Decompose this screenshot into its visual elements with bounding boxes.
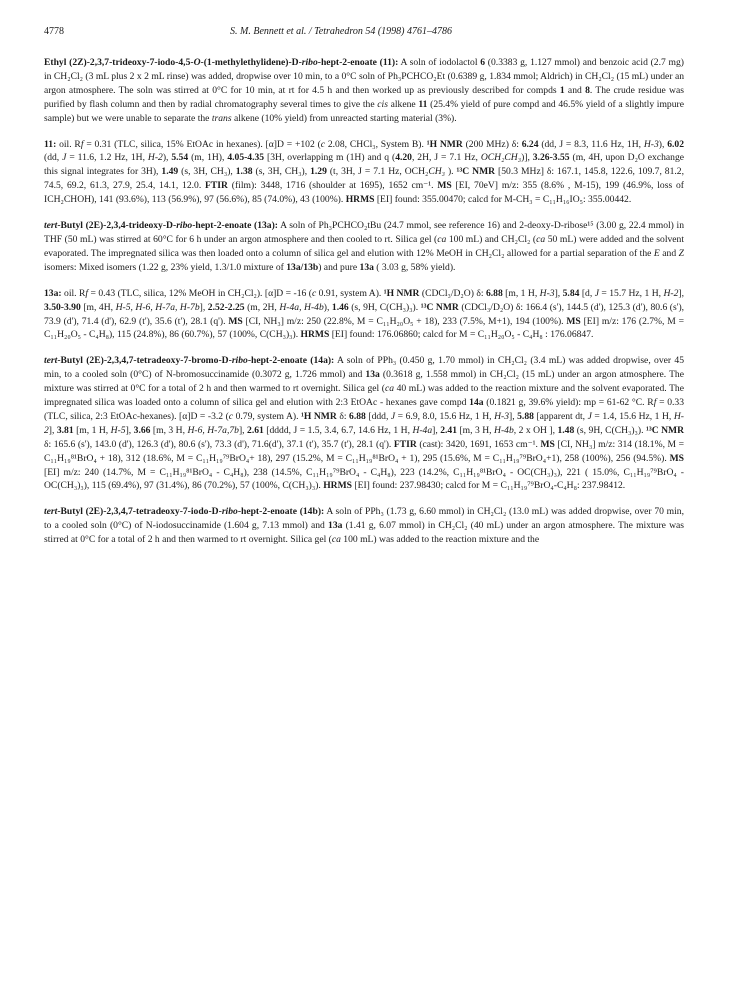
text-run: (dd, J = 8.3, 11.6 Hz, 1H, [538,138,644,150]
text-run: ¹H NMR [383,287,420,299]
text-run: ca [331,534,341,546]
text-run: 13a [365,369,380,381]
text-run: ¹H NMR [301,410,337,422]
text-run: 6.88 [485,287,503,299]
text-run: 1.48 [557,424,575,436]
text-run: 3.81 [56,424,74,436]
text-run: ribo [221,506,238,518]
text-run: tert [44,506,58,518]
text-run: 0.91, system A). [316,287,384,299]
paragraph-compound-14a [44,354,684,493]
text-run: [m, 3 H, [150,424,188,436]
text-run: ca [384,383,395,395]
text-run: MS [228,315,243,327]
page-header [44,26,684,42]
text-run: E [653,247,660,259]
text-run: 1.38 [235,166,253,178]
text-run: - [228,355,232,367]
text-run: (s, 9H, C(CH₃)₃). [574,424,646,436]
paragraph-compound-11-procedure [44,56,684,126]
text-run: H-3 [643,138,659,150]
text-run: (m, 2H, [244,301,280,313]
text-run: MS [540,438,555,450]
text-run: ], [48,424,57,436]
text-run: alkene [387,98,419,110]
text-run: ], [199,301,208,313]
text-run: D [166,220,173,232]
text-run: ca [536,233,546,245]
text-run: FTIR [205,180,228,192]
text-run: ], [432,424,441,436]
text-run: A soln of Ph₃PCHCO₂tBu (24.7 mmol, see reference 16) and 2-deoxy-D-ribose¹⁵ (3.00 g, 22.4 mmol) in THF (50 mL) was stirred at 60°C for 6 h under an argon atmosphere and then cooled to rt. Silica gel ( [44,220,684,245]
text-run: MS [669,452,684,464]
text-run: [ddd, [365,410,391,422]
text-run: 2.41 [440,424,458,436]
text-run: ribo [231,355,248,367]
text-run: 1 [559,84,565,96]
text-run: D [211,506,219,518]
text-run: CH₃ [428,166,446,178]
text-run: 4.20 [395,152,412,164]
text-run: = 0.33 (TLC, silica, 2:3 EtOAc-hexanes). [α]D = -3.2 ( [44,397,685,422]
text-run: (film): 3448, 1716 (shoulder at 1695), 1652 cm⁻¹. [227,180,438,192]
text-run: 100 mL) and CH₂Cl₂ ( [446,233,537,245]
text-run: - [298,57,302,68]
text-run: 1.29 [310,166,327,178]
text-run: (m, 4H, upon D₂O exchange this signal integrates for 3H), [44,152,685,178]
text-run: H-5 [110,424,126,436]
text-run: ], [125,424,134,436]
text-run: (s, 9H, C(CH₃)₃). [348,301,421,313]
text-run: 50 mL) were added and the solvent evaporated. The impregnated silica was then loaded onto a column of silica gel and elution with 12% MeOH in CH₂Cl₂ allowed for a partial separation of the [44,233,685,259]
text-run: 11: [44,138,57,150]
text-run: ], [678,287,684,299]
text-run: ¹³C NMR [645,424,685,436]
text-run: 5.84 [562,287,580,299]
text-run: [EI] found: 176.06860; calcd for M = C₁₁H₂₀O₅ - C₄H₈ : 176.06847. [329,329,594,341]
text-run: ribo [301,57,318,68]
text-run: (0.3383 g, 1.127 mmol) and benzoic acid (2.7 mg) in CH₂Cl₂ (3 mL plus 2 x 2 mL rinse) was added, dropwise over 10 min, to a 0°C soln of Ph₃PCHCO₂Et (0.6389 g, 1.834 mmol; Aldrich) in CH₂Cl₂ (15 mL) under an argon atmosphere. The soln was stirred at 0°C for 10 min, at rt for 4.5 h and then worked up as previously described for compds [44,57,684,96]
text-run: 0.79, system A). [233,410,302,422]
text-run: 6.24 [521,138,539,150]
text-run: f [85,287,89,299]
text-run: HRMS [323,480,352,492]
text-run: δ: 165.6 (s'), 143.0 (d'), 126.3 (d'), 80.6 (s'), 73.3 (d'), 71.6(d'), 37.1 (t'), 35.7 (t'), 28.1 (q'). [44,438,394,450]
text-run: 3.50-3.90 [44,301,81,313]
text-run: = 15.7 Hz, 1 H, [598,287,664,299]
text-run: H-2 [663,287,679,299]
text-run: f [80,138,84,150]
text-run: J [594,287,599,299]
text-run: 13a: [44,287,62,299]
text-run: ), [658,138,668,150]
text-run: 6.02 [667,138,685,150]
text-run: [m, 1 H, [73,424,111,436]
text-run: [dddd, J = 1.5, 3.4, 6.7, 14.6 Hz, 1 H, [263,424,413,436]
text-run: -Butyl (2E)-2,3,4-trideoxy- [57,220,167,232]
text-run: [d, [579,287,595,299]
text-run: MS [566,315,581,327]
text-run: (25.4% yield of pure compd and 46.5% yield of a slightly impure sample) but we were unable to separate the [44,98,684,124]
text-run: isomers: Mixed isomers (1.22 g, 23% yield, 1.3/1.0 mixture of [44,261,287,273]
text-run: ), [162,152,172,164]
text-run: J [62,152,67,164]
text-run: , 2 x OH ], [513,424,558,436]
text-run: (CDCl₃/D₂O) δ: 166.4 (s'), 144.5 (d'), 125.3 (d'), 80.6 (s'), 73.9 (d'), 71.4 (d'), 62.9 (t'), 35.6 (t'), 28.1 (q'). [44,301,685,327]
text-run: = +102 ( [283,138,321,150]
text-run: 5.88 [517,410,534,422]
text-run: oil. R [56,138,81,150]
text-run: -Butyl (2E)-2,3,4,7-tetradeoxy-7-iodo- [57,506,212,518]
text-run: 13a [359,261,374,273]
text-run: ) and pure [318,261,360,273]
text-run: (s, 3H, CH₃), [252,166,311,178]
text-run: [CI, NH₃] m/z: 314 (18.1%, M = C₁₁H₁₉⁸¹BrO₄ + 18), 312 (18.6%, M = C₁₁H₁₉⁷⁹BrO₄+ 18), 297 (15.2%, M = C₁₁H₁₉⁸¹BrO₄ + 1), 295 (15.6%, M = C₁₁H₁₉⁷⁹BrO₄+1), 258 (100%), 256 (94.5%). [44,438,684,464]
text-run: [m, 3 H, [457,424,495,436]
text-run: H-4a [412,424,433,436]
text-run: [EI] found: 355.00470; calcd for M-CH₃ = C₁₁H₁₆IO₅: 355.00442. [374,194,632,206]
text-run: [m, 4H, [80,301,116,313]
text-run: (m, 1H), [188,152,228,164]
page-number: 4778 [44,26,64,37]
text-run: = 1.4, 15.6 Hz, 1 H, [591,410,674,422]
text-run: 13a [328,520,343,532]
text-run: ), [323,301,332,313]
text-run: alkene (10% yield) from unreacted starting material (3%). [231,112,457,124]
text-run: H-6, H-7a,7b [187,424,239,436]
text-run: - [218,506,222,518]
text-run: J [390,410,396,422]
text-run: 6.88 [349,410,366,422]
text-run: [50.3 MHz] δ: 167.1, 145.8, 122.6, 109.7, 81.2, 74.5, 69.2, 61.3, 27.9, 25.4, 14.1, 12.0. [44,166,684,192]
text-run: [apparent dt, [533,410,588,422]
text-run: H-2 [44,410,684,436]
text-run: = 6.9, 8.0, 15.6 Hz, 1 H, [395,410,495,422]
text-run: (dd, [44,152,63,164]
text-run: c [320,138,326,150]
text-run: (0.3618 g, 1.558 mmol) in CH₂Cl₂ (15 mL) under an argon atmosphere. The mixture was stirred at 0°C for a total of 2 h and then warmed to rt overnight. Silica gel ( [44,369,684,395]
text-run: ). [445,166,457,178]
text-run: FTIR [393,438,417,450]
text-run: ( 3.03 g, 58% yield). [373,261,456,273]
text-run: (t, 3H, J = 7.1 Hz, OCH₂ [326,166,429,178]
text-run: trans [211,112,232,124]
text-run: tert [44,220,58,232]
text-run: H-4a, H-4b [279,301,324,313]
text-run: Z [678,247,685,259]
text-run: = 11.6, 1.2 Hz, 1H, [66,152,148,164]
text-run: H-3 [539,287,555,299]
text-run: J [587,410,592,422]
text-run: ¹³C NMR [420,301,459,313]
text-run: f [653,397,657,409]
text-run: and [564,84,586,96]
text-run: -Butyl (2E)-2,3,4,7-tetradeoxy-7-bromo- [57,355,222,367]
text-run: 8 [585,84,590,96]
text-run: 11 [418,98,428,110]
text-run: -hept-2-enoate (14a): [247,355,335,367]
text-run: 3.66 [133,424,151,436]
text-run: 3.26-3.55 [532,152,570,164]
text-run: 4.05-4.35 [227,152,265,164]
text-run: H-2 [147,152,163,164]
paragraph-compound-13a-data [44,287,684,343]
text-run: [m, 1 H, [502,287,540,299]
text-run: [EI] m/z: 240 (14.7%, M = C₁₁H₁₉⁸¹BrO₄ - C₄H₈), 238 (14.5%, C₁₁H₁₉⁷⁹BrO₄ - C₄H₈), 223 (14.2%, C₁₁H₁₉⁸¹BrO₄ - OC(CH₃)₃), 221 ( 15.0%, C₁₁H₁₉⁷⁹BrO₄ - OC(CH₃)₃), 115 (69.4%), 97 (31.4%), 86 (70.2%), 57 (100%, C(CH₃)₃). [44,466,684,492]
text-run: )], [521,152,533,164]
text-run: and [659,247,679,259]
page [44,26,684,559]
text-run: H-3 [494,410,509,422]
text-run: c [228,410,234,422]
text-run: Ethyl (2Z)-2,3,7-trideoxy-7-iodo-4,5- [44,57,194,68]
text-run: HRMS [345,194,375,206]
text-run: = 0.31 (TLC, silica, 15% EtOAc in hexanes). [α] [83,138,277,150]
text-run: 2.61 [247,424,264,436]
text-run: . The crude residue was purified by flash column and then by radial chromatography several times to give the [44,84,684,110]
text-run: (1.41 g, 6.07 mmol) in CH₂Cl₂ (40 mL) under an argon atmosphere. The mixture was stirred at 0°C for a total of 2 h and then warmed to rt overnight. Silica gel ( [44,520,684,546]
text-run: A soln of iodolactol [398,57,481,68]
text-run: [3H, overlapping m (1H) and q ( [264,152,396,164]
text-run: 100 mL) was added to the reaction mixture and the [340,534,540,546]
text-run: (cast): 3420, 1691, 1653 cm⁻¹. [416,438,541,450]
text-run: -hept-2-enoate (13a): [192,220,278,232]
text-run: 40 mL) was added to the reaction mixture and the solvent evaporated. The impregnated silica was loaded onto a column of silica gel and elution with 2:3 EtOAc - hexanes gave compd [44,383,684,409]
text-run: D [276,138,284,150]
text-run: ca [437,233,447,245]
text-run: ], [238,424,248,436]
text-run: MS [437,180,452,192]
text-run: ], [509,410,518,422]
text-run: tert [44,355,58,367]
text-run: 5.54 [171,152,189,164]
text-run: ], [554,287,563,299]
text-run: , 2H, J = 7.1 Hz, [411,152,481,164]
text-run: (0.1821 g, 39.6% yield): mp = 61-62 °C. R [483,397,654,409]
text-run: 14a [469,397,484,409]
text-run: oil. R [61,287,86,299]
text-run: 1.49 [161,166,179,178]
text-run: D [221,355,229,367]
running-head: S. M. Bennett et al. / Tetrahedron 54 (1998) 4761–4786 [230,26,453,37]
text-run: 2.52-2.25 [207,301,245,313]
text-run: A soln of PPh₃ (0.450 g, 1.70 mmol) in CH₂Cl₂ (3.4 mL) was added dropwise, over 45 min, to a cooled soln (0°C) of N-bromosuccinamide (0.3072 g, 1.726 mmol) and [44,355,684,381]
text-run: -hept-2-enoate (11): [317,57,399,68]
text-run: [EI] found: 237.98430; calcd for M = C₁₁H₁₉⁷⁹BrO₄-C₄H₈: 237.98412. [352,480,626,492]
text-run: 2.08, CHCl₃, System B). [325,138,427,150]
text-run: (s, 3H, CH₃), [178,166,236,178]
text-run: - [172,220,177,232]
text-run: ¹H NMR [426,138,463,150]
text-run: OCH₂CH₃ [480,152,522,164]
text-run: H-4b [494,424,514,436]
text-run: (200 MHz) δ: [462,138,522,150]
text-run: H-5, H-6, H-7a, H-7b [115,301,200,313]
paragraph-compound-14b [44,505,684,547]
paragraph-compound-13a-procedure [44,219,684,275]
text-run: 1.46 [331,301,349,313]
text-run: HRMS [300,329,330,341]
text-run: -hept-2-enoate (14b): [237,506,325,518]
text-run: 13a/13b [286,261,319,273]
text-run: O [193,57,201,68]
text-run: ribo [176,220,193,232]
text-run: ¹³C NMR [456,166,496,178]
text-run: [CI, NH₃] m/z: 250 (22.8%, M = C₁₁H₂₀O₅ + 18), 233 (7.5%, M+1), 194 (100%). [242,315,567,327]
text-run: [EI, 70eV] m/z: 355 (8.6% , M-15), 199 (46.9%, loss of ICH₂CHOH), 141 (93.6%), 113 (56.9%), 97 (56.6%), 85 (74.0%), 43 (100%). [44,180,684,206]
text-run: δ: [336,410,350,422]
text-run: -(1-methylethylidene)- [200,57,292,68]
text-run: = 0.43 (TLC, silica, 12% MeOH in CH₂Cl₂). [α]D = -16 ( [88,287,312,299]
paragraph-compound-11-data [44,138,684,208]
text-run: 6 [480,57,486,68]
text-run: A soln of PPh₃ (1.73 g, 6.60 mmol) in CH₂Cl₂ (13.0 mL) was added dropwise, over 70 min, to a cooled soln (0°C) of N-iodosuccinamide (1.604 g, 7.13 mmol) and [44,506,685,532]
text-run: D [291,57,299,68]
text-run: (CDCl₃/D₂O) δ: [419,287,486,299]
text-run: [EI] m/z: 176 (2.7%, M = C₁₁H₂₀O₅ - C₄H₈), 115 (24.8%), 86 (60.7%), 57 (100%, C(CH₃)₃). [44,315,685,341]
text-run: cis [377,98,388,110]
text-run: c [311,287,317,299]
